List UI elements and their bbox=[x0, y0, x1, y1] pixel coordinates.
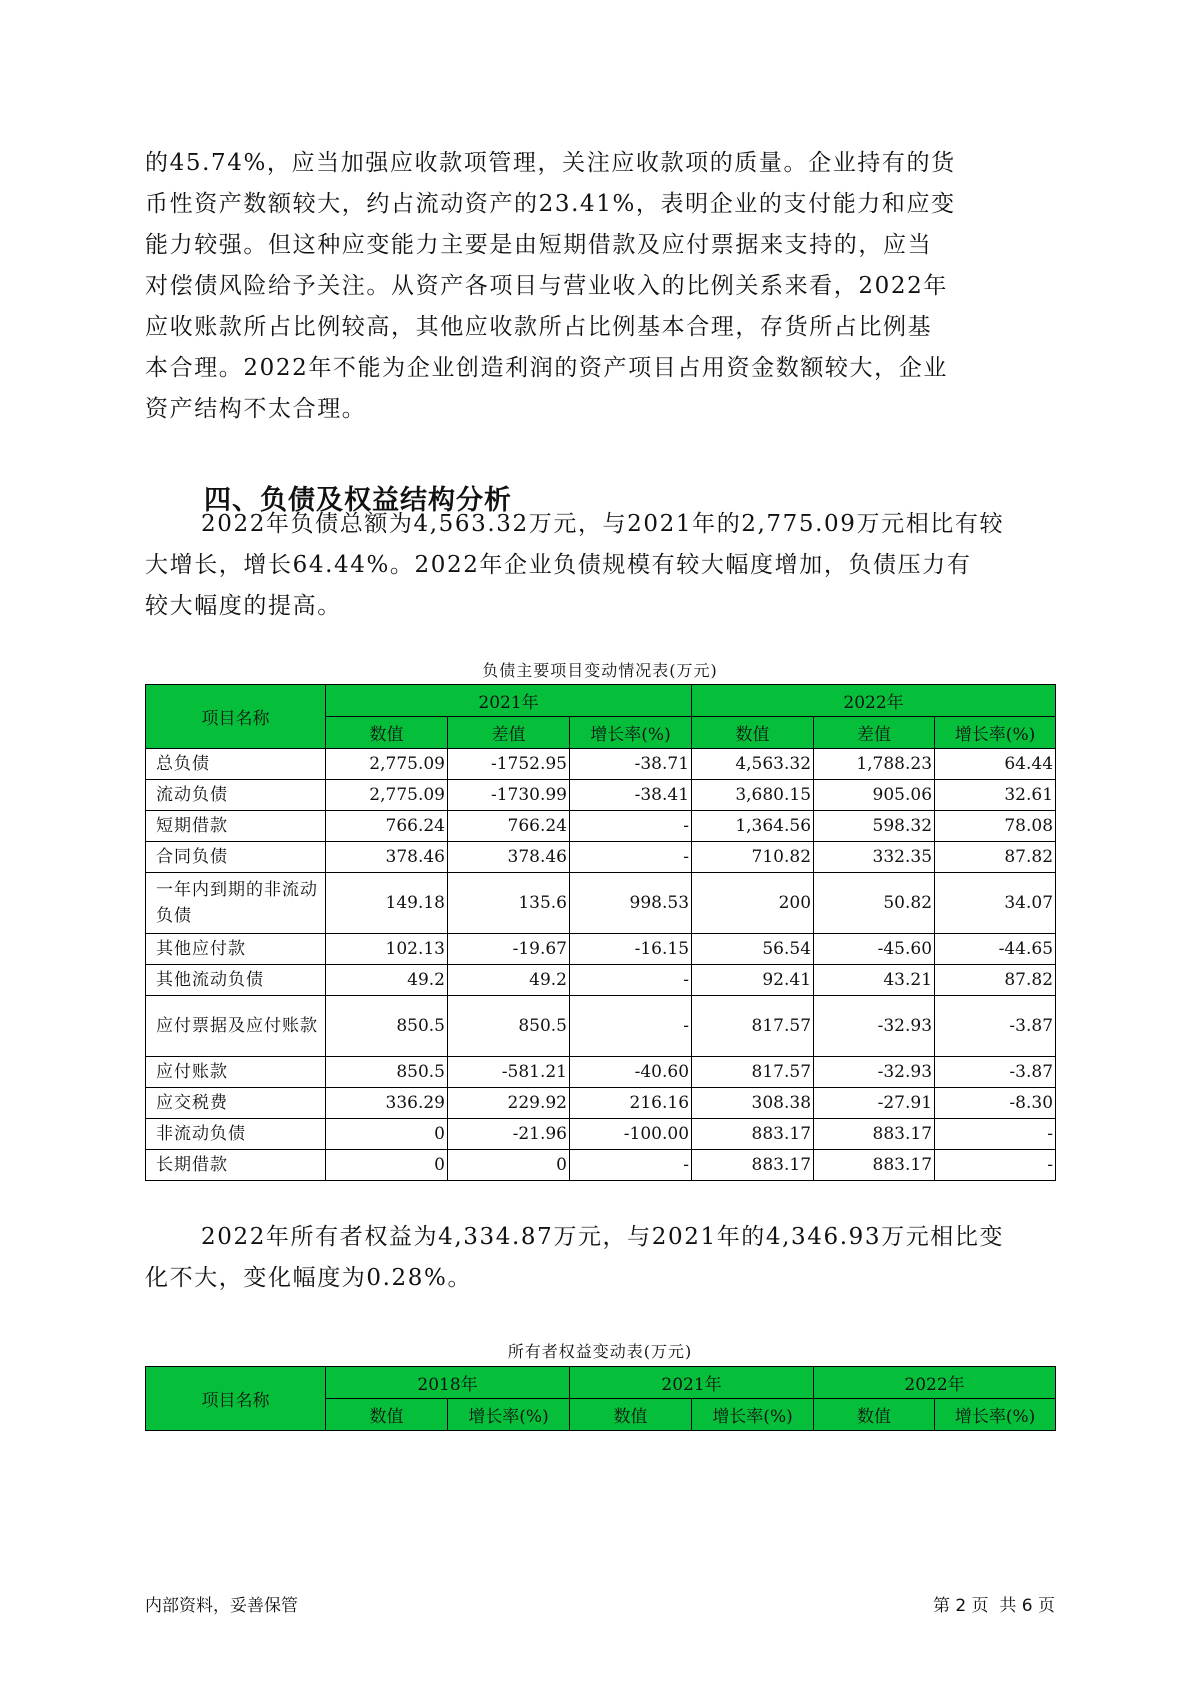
subheader-value: 数值 bbox=[326, 1399, 448, 1431]
cell: 135.6 bbox=[448, 873, 570, 934]
table-row bbox=[146, 873, 1056, 934]
header-year-2022: 2022年 bbox=[814, 1367, 1056, 1399]
cell: 883.17 bbox=[814, 1119, 935, 1150]
paragraph-equity bbox=[145, 1217, 1045, 1299]
cell: - bbox=[570, 1150, 692, 1181]
cell: 308.38 bbox=[692, 1088, 814, 1119]
table-row bbox=[146, 1150, 1056, 1181]
cell: 49.2 bbox=[326, 965, 448, 996]
cell: 200 bbox=[692, 873, 814, 934]
paragraph-liabilities bbox=[145, 504, 1045, 627]
cell: 49.2 bbox=[448, 965, 570, 996]
row-label: 总负债 bbox=[146, 749, 326, 780]
cell: -38.71 bbox=[570, 749, 692, 780]
header-item-name: 项目名称 bbox=[146, 1367, 326, 1431]
row-label: 应交税费 bbox=[146, 1088, 326, 1119]
cell: 3,680.15 bbox=[692, 780, 814, 811]
cell: 817.57 bbox=[692, 996, 814, 1057]
cell: - bbox=[570, 996, 692, 1057]
header-year-2021: 2021年 bbox=[326, 685, 692, 717]
cell: -8.30 bbox=[935, 1088, 1056, 1119]
row-label: 其他流动负债 bbox=[146, 965, 326, 996]
footer-confidential: 内部资料，妥善保管 bbox=[145, 1596, 298, 1616]
cell: - bbox=[570, 965, 692, 996]
paragraph-asset-structure bbox=[145, 143, 1045, 430]
table-row bbox=[146, 1119, 1056, 1150]
text-line: 能力较强。但这种应变能力主要是由短期借款及应付票据来支持的，应当 bbox=[145, 232, 933, 258]
table-row bbox=[146, 1088, 1056, 1119]
row-label: 其他应付款 bbox=[146, 934, 326, 965]
subheader-growth: 增长率(%) bbox=[935, 717, 1056, 749]
table-caption-liabilities: 负债主要项目变动情况表(万元) bbox=[482, 661, 718, 680]
subheader-diff: 差值 bbox=[814, 717, 935, 749]
cell: 883.17 bbox=[692, 1150, 814, 1181]
cell: 32.61 bbox=[935, 780, 1056, 811]
text-line: 币性资产数额较大，约占流动资产的23.41%，表明企业的支付能力和应变 bbox=[145, 191, 956, 217]
subheader-value: 数值 bbox=[692, 717, 814, 749]
table-row bbox=[146, 996, 1056, 1057]
liabilities-table bbox=[145, 684, 1056, 1181]
cell: -1730.99 bbox=[448, 780, 570, 811]
cell: 87.82 bbox=[935, 842, 1056, 873]
table-row bbox=[146, 749, 1056, 780]
cell: -19.67 bbox=[448, 934, 570, 965]
text-line: 2022年负债总额为4,563.32万元，与2021年的2,775.09万元相比有较 bbox=[201, 511, 1005, 537]
row-label: 长期借款 bbox=[146, 1150, 326, 1181]
row-label: 合同负债 bbox=[146, 842, 326, 873]
cell: - bbox=[570, 811, 692, 842]
row-label: 一年内到期的非流动负债 bbox=[146, 873, 326, 934]
subheader-value: 数值 bbox=[326, 717, 448, 749]
table-row bbox=[146, 934, 1056, 965]
header-year-2022: 2022年 bbox=[692, 685, 1056, 717]
cell: 883.17 bbox=[814, 1150, 935, 1181]
cell: 149.18 bbox=[326, 873, 448, 934]
cell: 4,563.32 bbox=[692, 749, 814, 780]
cell: 766.24 bbox=[326, 811, 448, 842]
cell: -40.60 bbox=[570, 1057, 692, 1088]
text-line: 对偿债风险给予关注。从资产各项目与营业收入的比例关系来看，2022年 bbox=[145, 273, 948, 299]
cell: 0 bbox=[448, 1150, 570, 1181]
subheader-value: 数值 bbox=[814, 1399, 935, 1431]
section-heading: 四、负债及权益结构分析 bbox=[204, 485, 512, 516]
cell: -21.96 bbox=[448, 1119, 570, 1150]
text-line: 应收账款所占比例较高，其他应收款所占比例基本合理，存货所占比例基 bbox=[145, 314, 933, 340]
cell: 336.29 bbox=[326, 1088, 448, 1119]
table-caption-equity: 所有者权益变动表(万元) bbox=[507, 1342, 693, 1361]
text-line: 本合理。2022年不能为企业创造利润的资产项目占用资金数额较大，企业 bbox=[145, 355, 948, 381]
cell: 50.82 bbox=[814, 873, 935, 934]
cell: 64.44 bbox=[935, 749, 1056, 780]
cell: -581.21 bbox=[448, 1057, 570, 1088]
footer-page-number: 第 2 页 共 6 页 bbox=[932, 1596, 1055, 1616]
cell: 87.82 bbox=[935, 965, 1056, 996]
cell: -16.15 bbox=[570, 934, 692, 965]
cell: - bbox=[570, 842, 692, 873]
cell: 332.35 bbox=[814, 842, 935, 873]
cell: -3.87 bbox=[935, 1057, 1056, 1088]
cell: 766.24 bbox=[448, 811, 570, 842]
cell: 850.5 bbox=[448, 996, 570, 1057]
cell: 216.16 bbox=[570, 1088, 692, 1119]
text-line: 的45.74%，应当加强应收款项管理，关注应收款项的质量。企业持有的货 bbox=[145, 150, 956, 176]
cell: 378.46 bbox=[326, 842, 448, 873]
cell: -32.93 bbox=[814, 996, 935, 1057]
subheader-value: 数值 bbox=[570, 1399, 692, 1431]
row-label: 非流动负债 bbox=[146, 1119, 326, 1150]
equity-table bbox=[145, 1366, 1056, 1431]
subheader-growth: 增长率(%) bbox=[570, 717, 692, 749]
cell: - bbox=[935, 1119, 1056, 1150]
cell: -1752.95 bbox=[448, 749, 570, 780]
cell: 0 bbox=[326, 1119, 448, 1150]
cell: 850.5 bbox=[326, 1057, 448, 1088]
subheader-growth: 增长率(%) bbox=[692, 1399, 814, 1431]
table-row bbox=[146, 811, 1056, 842]
cell: -44.65 bbox=[935, 934, 1056, 965]
cell: -100.00 bbox=[570, 1119, 692, 1150]
cell: -32.93 bbox=[814, 1057, 935, 1088]
cell: 1,788.23 bbox=[814, 749, 935, 780]
cell: 905.06 bbox=[814, 780, 935, 811]
row-label: 流动负债 bbox=[146, 780, 326, 811]
header-year-2018: 2018年 bbox=[326, 1367, 570, 1399]
cell: 1,364.56 bbox=[692, 811, 814, 842]
cell: 43.21 bbox=[814, 965, 935, 996]
text-line: 化不大，变化幅度为0.28%。 bbox=[145, 1265, 473, 1291]
subheader-growth: 增长率(%) bbox=[935, 1399, 1056, 1431]
cell: 78.08 bbox=[935, 811, 1056, 842]
cell: 598.32 bbox=[814, 811, 935, 842]
row-label: 短期借款 bbox=[146, 811, 326, 842]
cell: -45.60 bbox=[814, 934, 935, 965]
subheader-growth: 增长率(%) bbox=[448, 1399, 570, 1431]
cell: 229.92 bbox=[448, 1088, 570, 1119]
cell: 883.17 bbox=[692, 1119, 814, 1150]
cell: -38.41 bbox=[570, 780, 692, 811]
cell: 2,775.09 bbox=[326, 749, 448, 780]
cell: 34.07 bbox=[935, 873, 1056, 934]
cell: 56.54 bbox=[692, 934, 814, 965]
table-row bbox=[146, 1057, 1056, 1088]
cell: 2,775.09 bbox=[326, 780, 448, 811]
table-row bbox=[146, 780, 1056, 811]
cell: 378.46 bbox=[448, 842, 570, 873]
cell: 0 bbox=[326, 1150, 448, 1181]
cell: 102.13 bbox=[326, 934, 448, 965]
table-row bbox=[146, 965, 1056, 996]
cell: - bbox=[935, 1150, 1056, 1181]
text-line: 大增长，增长64.44%。2022年企业负债规模有较大幅度增加，负债压力有 bbox=[145, 552, 972, 578]
text-line: 较大幅度的提高。 bbox=[145, 593, 342, 619]
table-row bbox=[146, 842, 1056, 873]
cell: 998.53 bbox=[570, 873, 692, 934]
cell: 817.57 bbox=[692, 1057, 814, 1088]
subheader-diff: 差值 bbox=[448, 717, 570, 749]
row-label: 应付票据及应付账款 bbox=[146, 996, 326, 1057]
text-line: 2022年所有者权益为4,334.87万元，与2021年的4,346.93万元相比变 bbox=[201, 1224, 1005, 1250]
cell: 92.41 bbox=[692, 965, 814, 996]
header-year-2021: 2021年 bbox=[570, 1367, 814, 1399]
cell: 850.5 bbox=[326, 996, 448, 1057]
row-label: 应付账款 bbox=[146, 1057, 326, 1088]
text-line: 资产结构不太合理。 bbox=[145, 396, 367, 422]
cell: -3.87 bbox=[935, 996, 1056, 1057]
cell: -27.91 bbox=[814, 1088, 935, 1119]
cell: 710.82 bbox=[692, 842, 814, 873]
header-item-name: 项目名称 bbox=[146, 685, 326, 749]
